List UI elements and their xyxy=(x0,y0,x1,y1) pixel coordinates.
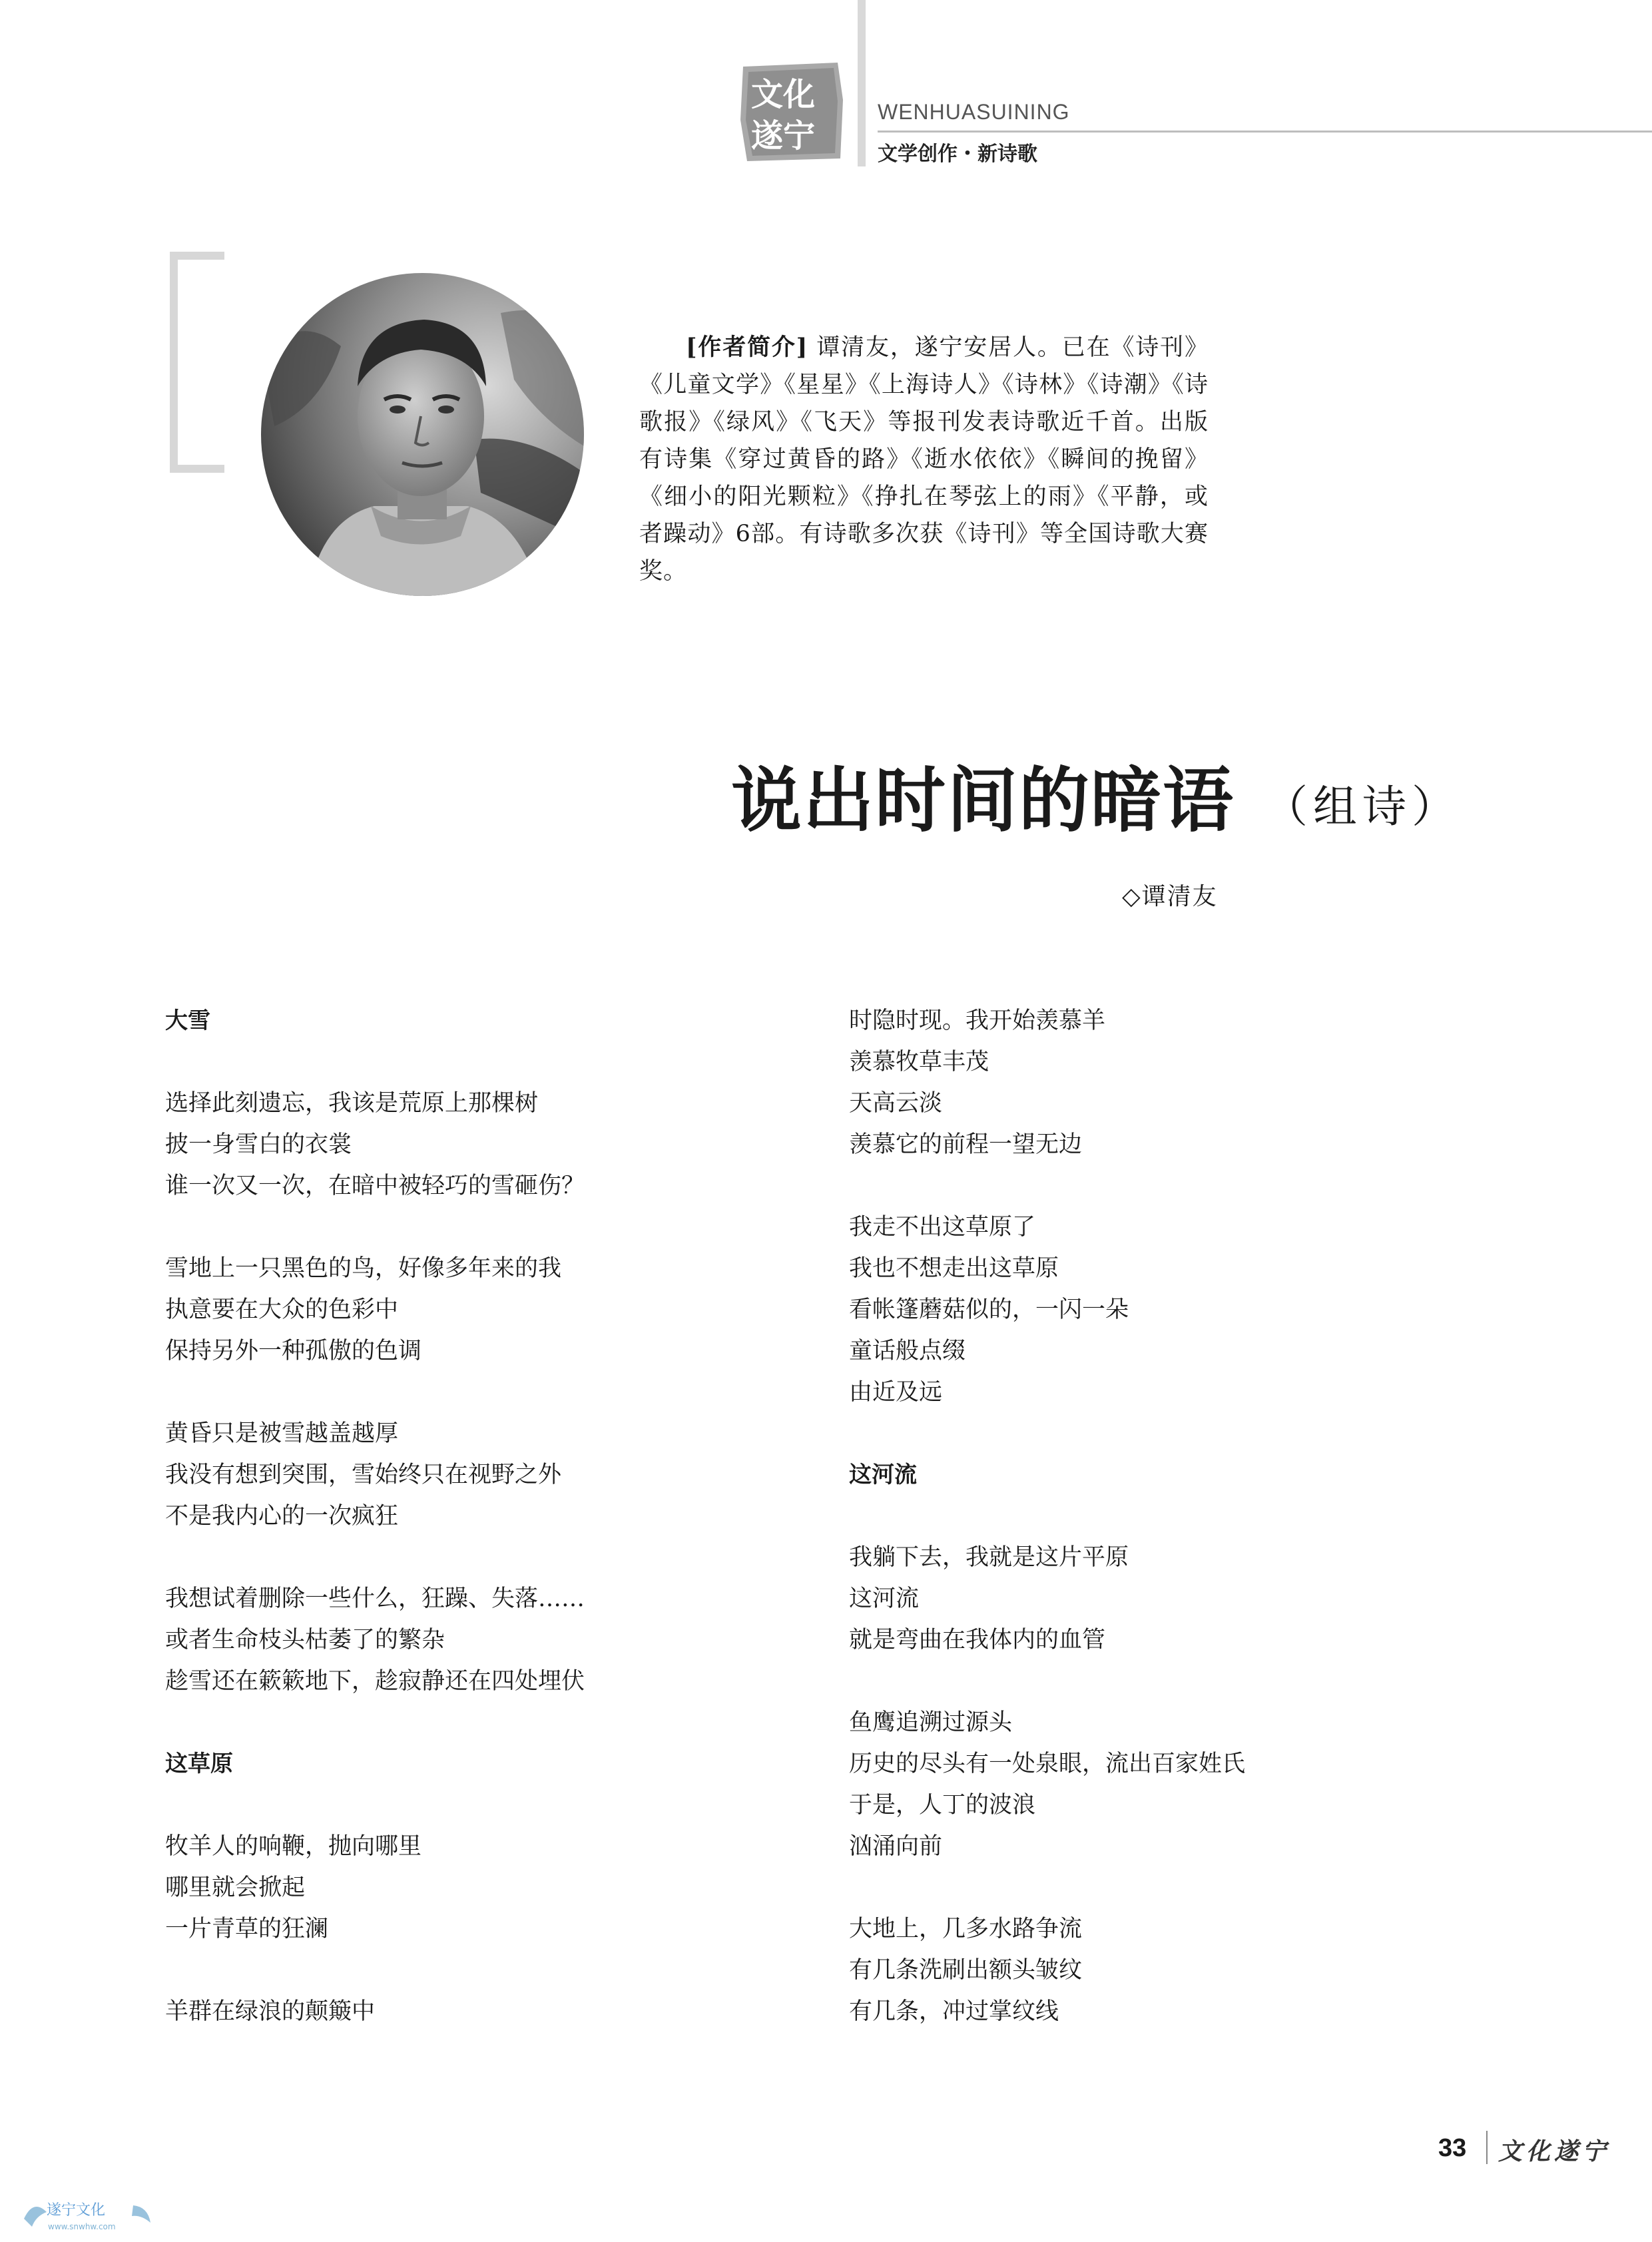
poem-line: 于是，人丁的波浪 xyxy=(849,1792,1036,1819)
decorative-bracket xyxy=(170,252,224,473)
poem-line: 不是我内心的一次疯狂 xyxy=(165,1503,399,1530)
poem-subtitle: （组诗） xyxy=(1264,781,1461,832)
bio-label: [作者简介] xyxy=(686,334,808,361)
poem-line: 大地上，几多水路争流 xyxy=(849,1916,1083,1942)
poem-line: 看帐篷蘑菇似的，一闪一朵 xyxy=(849,1296,1129,1323)
poem-line: 披一身雪白的衣裳 xyxy=(165,1131,352,1158)
stanza-gap xyxy=(165,1702,764,1743)
stanza-gap xyxy=(849,1413,1448,1454)
author-bio xyxy=(639,329,1209,590)
poem-line: 羡慕它的前程一望无边 xyxy=(849,1131,1083,1158)
footer-separator xyxy=(1486,2131,1488,2164)
poem-line: 黄昏只是被雪越盖越厚 xyxy=(165,1420,399,1447)
watermark-logo xyxy=(20,2192,153,2236)
stanza-gap xyxy=(165,1950,764,1991)
poem-line: 我走不出这草原了 xyxy=(849,1214,1036,1241)
logo-line2: 遂宁 xyxy=(751,117,816,154)
page-number: 33 xyxy=(1438,2134,1467,2162)
logo-line1: 文化 xyxy=(751,76,816,113)
poem-section-heading: 这河流 xyxy=(849,1462,917,1488)
poem-line: 历史的尽头有一处泉眼，流出百家姓氏 xyxy=(849,1751,1246,1777)
header-vertical-rule xyxy=(858,0,866,166)
poem-line: 羊群在绿浪的颠簸中 xyxy=(165,1998,376,2025)
poem-line: 由近及远 xyxy=(849,1379,943,1406)
stanza-gap xyxy=(165,1207,764,1248)
watermark-url: www.snwhw.com xyxy=(48,2222,116,2231)
left-column xyxy=(165,1000,764,2032)
footer-magazine-name: 文化遂宁 xyxy=(1498,2137,1611,2165)
poem-title: 说出时间的暗语 xyxy=(731,758,1235,842)
site-name-english: WENHUASUINING xyxy=(878,100,1070,124)
poem-line: 鱼鹰追溯过源头 xyxy=(849,1709,1013,1736)
poem-line: 一片青草的狂澜 xyxy=(165,1916,329,1942)
poem-line: 时隐时现。我开始羡慕羊 xyxy=(849,1007,1106,1034)
bio-text: 谭清友，遂宁安居人。已在《诗刊》《儿童文学》《星星》《上海诗人》《诗林》《诗潮》《诗歌报》《绿风》《飞天》等报刊发表诗歌近千首。出版有诗集《穿过黄昏的路》《逝水依依》《瞬间的挽留》《细小的阳光颗粒》《挣扎在琴弦上的雨》《平静，或者躁动》6部。有诗歌多次获《诗刊》等全国诗歌大赛奖。 xyxy=(639,334,1209,585)
poem-line: 羡慕牧草丰茂 xyxy=(849,1049,989,1075)
stanza-gap xyxy=(165,1785,764,1826)
poem-line: 有几条，冲过掌纹线 xyxy=(849,1998,1059,2025)
poem-line: 保持另外一种孤傲的色调 xyxy=(165,1338,422,1364)
poem-line: 有几条洗刷出额头皱纹 xyxy=(849,1957,1083,1984)
poem-line: 童话般点缀 xyxy=(849,1338,966,1364)
poem-line: 执意要在大众的色彩中 xyxy=(165,1296,399,1323)
stanza-gap xyxy=(849,1661,1448,1702)
stanza-gap xyxy=(849,1165,1448,1207)
right-column xyxy=(849,1000,1448,2032)
poem-line: 我也不想走出这草原 xyxy=(849,1255,1059,1282)
byline: ◇谭清友 xyxy=(1122,883,1218,910)
stanza-gap xyxy=(165,1041,764,1083)
stanza-gap xyxy=(165,1537,764,1578)
header-rule xyxy=(878,131,1652,133)
poem-line: 这河流 xyxy=(849,1585,920,1612)
poem-line: 汹涌向前 xyxy=(849,1833,943,1860)
poem-line: 我躺下去，我就是这片平原 xyxy=(849,1544,1129,1571)
poem-line: 或者生命枝头枯萎了的繁杂 xyxy=(165,1627,445,1653)
poem-line: 天高云淡 xyxy=(849,1090,943,1117)
stanza-gap xyxy=(165,1372,764,1413)
author-portrait xyxy=(261,273,584,596)
wenhua-suining-logo xyxy=(738,60,846,163)
poem-line: 谁一次又一次，在暗中被轻巧的雪砸伤？ xyxy=(165,1173,585,1199)
poem-line: 哪里就会掀起 xyxy=(165,1874,306,1901)
poem-line: 牧羊人的响鞭，抛向哪里 xyxy=(165,1833,422,1860)
poem-line: 雪地上一只黑色的鸟，好像多年来的我 xyxy=(165,1255,562,1282)
poem-section-heading: 这草原 xyxy=(165,1751,233,1777)
watermark-text: 遂宁文化 xyxy=(47,2202,106,2219)
stanza-gap xyxy=(849,1867,1448,1908)
section-category: 文学创作・新诗歌 xyxy=(878,142,1037,166)
poem-line: 就是弯曲在我体内的血管 xyxy=(849,1627,1106,1653)
poem-section-heading: 大雪 xyxy=(165,1007,210,1034)
stanza-gap xyxy=(849,1496,1448,1537)
poem-line: 我没有想到突围，雪始终只在视野之外 xyxy=(165,1462,562,1488)
poem-line: 我想试着删除一些什么，狂躁、失落…… xyxy=(165,1585,585,1612)
poem-line: 趁雪还在簌簌地下，趁寂静还在四处埋伏 xyxy=(165,1668,585,1695)
poem-line: 选择此刻遗忘，我该是荒原上那棵树 xyxy=(165,1090,539,1117)
